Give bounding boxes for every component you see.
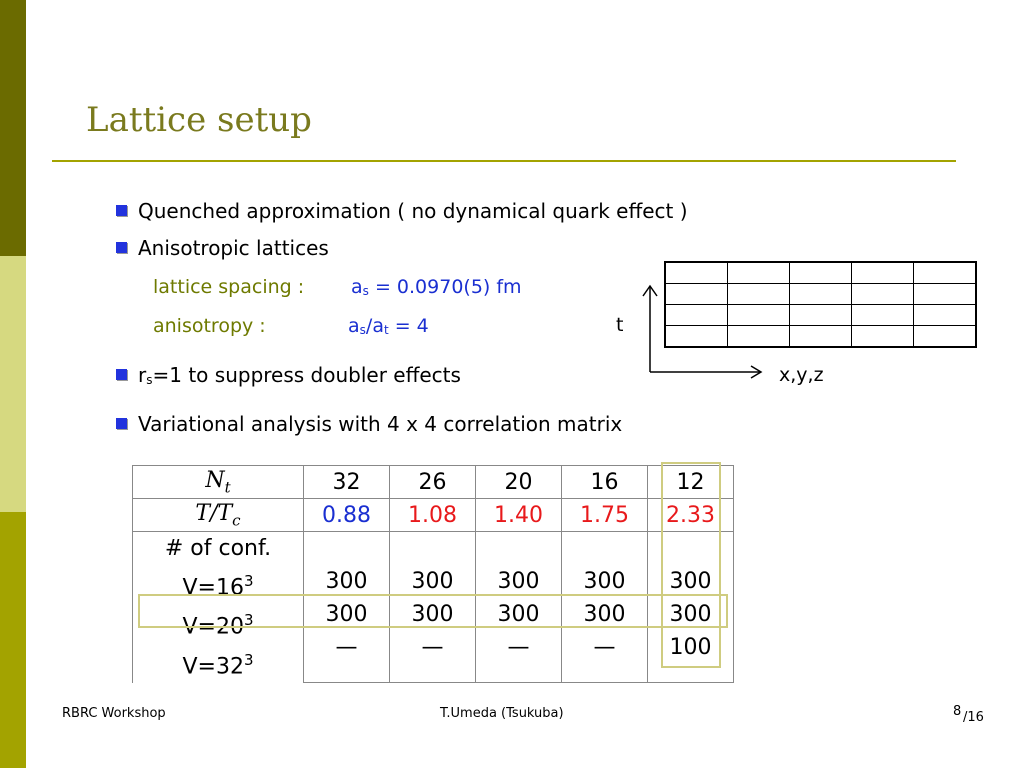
conf-cell: 300: [583, 602, 626, 627]
axis-t-label: t: [616, 314, 624, 336]
bullet-variational: Variational analysis with 4 x 4 correlation matrix: [138, 412, 623, 436]
volume-label: $V=20^3$: [182, 611, 254, 640]
tc-cell: 1.75: [562, 499, 648, 532]
nt-cell: 20: [476, 466, 562, 499]
lattice-grid-table: [664, 261, 977, 348]
conf-cell: 300: [497, 602, 540, 627]
conf-cell: 300: [411, 569, 454, 594]
conf-cell: 300: [325, 602, 368, 627]
volume-label: $V=16^3$: [182, 572, 254, 601]
conf-cell: 100: [669, 635, 712, 660]
table-row-nt: [133, 466, 734, 499]
page-total: /16: [963, 710, 984, 725]
tc-header: $T/T_c$: [133, 499, 304, 532]
bullet-quenched: Quenched approximation ( no dynamical quark effect ): [138, 199, 688, 223]
footer-workshop: RBRC Workshop: [62, 706, 166, 721]
conf-cell: —: [335, 635, 358, 660]
table-row-tc: [133, 499, 734, 532]
bullet-rs: $r_s=1$ to suppress doubler effects: [138, 363, 461, 387]
nt-cell: 16: [562, 466, 648, 499]
conf-cell: —: [421, 635, 444, 660]
highlight-row-v20: [138, 594, 728, 628]
anisotropy-label: anisotropy :: [153, 315, 266, 337]
page-number: 8: [953, 704, 962, 719]
slide-title: Lattice setup: [86, 100, 312, 140]
nt-header: $N_t$: [133, 466, 304, 499]
conf-cell: 300: [497, 569, 540, 594]
tc-cell: 1.08: [390, 499, 476, 532]
axis-xyz-label: x,y,z: [779, 364, 824, 386]
volume-label: $V=32^3$: [182, 650, 254, 679]
nt-cell: 26: [390, 466, 476, 499]
conf-cell: —: [507, 635, 530, 660]
anisotropy-value: $a_s/a_t = 4$: [348, 315, 429, 337]
lattice-grid: [664, 261, 977, 348]
lattice-spacing-value: $a_s = 0.0970(5)$ fm: [351, 276, 522, 298]
footer-author: T.Umeda (Tsukuba): [440, 706, 564, 721]
bullet-anisotropic: Anisotropic lattices: [138, 236, 329, 260]
tc-cell: 0.88: [304, 499, 390, 532]
conf-cell: —: [593, 635, 616, 660]
lattice-spacing-label: lattice spacing :: [153, 276, 305, 298]
simulation-table: [132, 465, 734, 683]
conf-cell: 300: [669, 602, 712, 627]
conf-cell: 300: [411, 602, 454, 627]
nt-cell: 32: [304, 466, 390, 499]
conf-cell: 300: [583, 569, 626, 594]
nt-cell: 12: [648, 466, 734, 499]
tc-cell: 1.40: [476, 499, 562, 532]
highlight-column-nt12: [661, 462, 721, 668]
conf-cell: 300: [669, 569, 712, 594]
tc-cell: 2.33: [648, 499, 734, 532]
conf-cell: 300: [325, 569, 368, 594]
conf-label: # of conf.: [164, 536, 272, 561]
